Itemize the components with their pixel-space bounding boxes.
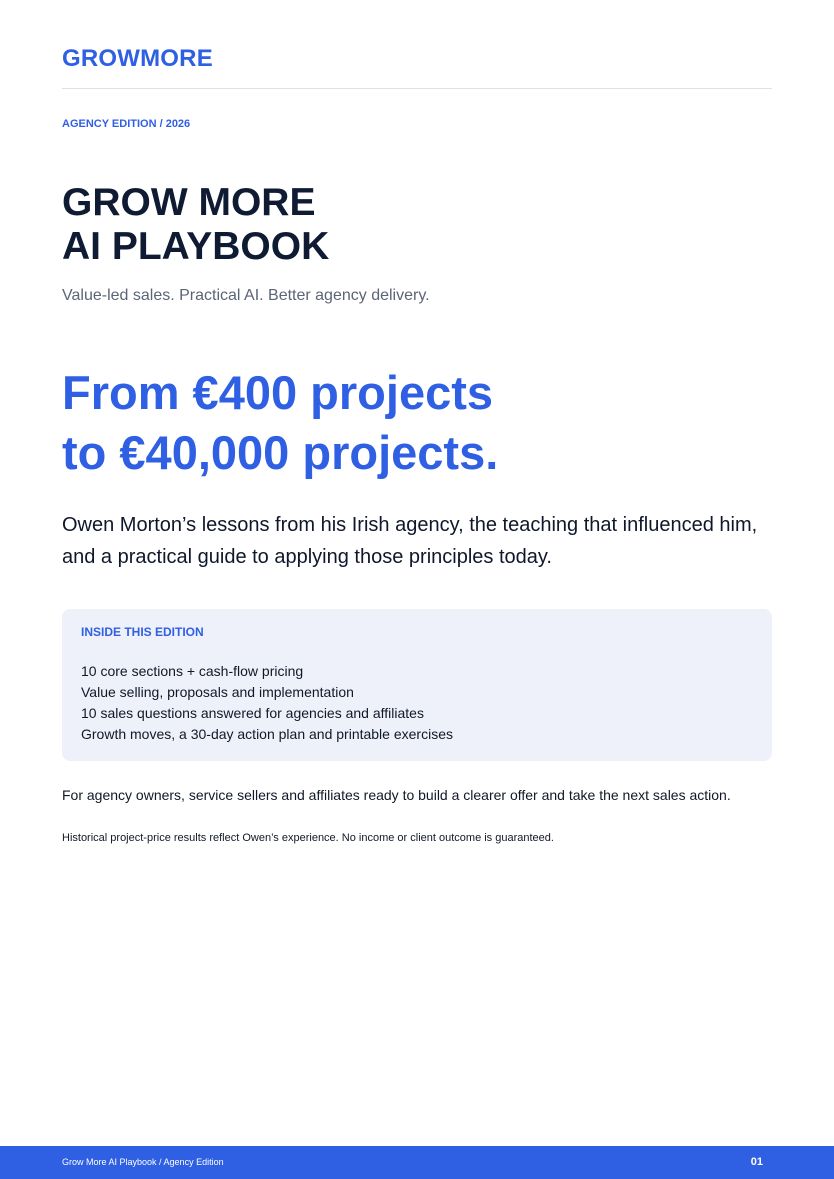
headline-line: to €40,000 projects.: [62, 426, 499, 479]
list-item: 10 core sections + cash-flow pricing: [81, 663, 304, 679]
inside-edition-panel: [62, 609, 772, 761]
headline: [62, 363, 498, 483]
inside-edition-list: [81, 661, 453, 745]
title-line: GROW MORE: [62, 181, 316, 224]
page-number: 01: [750, 1156, 763, 1168]
audience-statement: For agency owners, service sellers and affiliates ready to build a clearer offer and take the next sales action.: [62, 787, 731, 803]
disclaimer-note: Historical project-price results reflect Owen’s experience. No income or client outcome is guaranteed.: [62, 832, 554, 844]
brand-logo-text: GROWMORE: [62, 45, 213, 72]
headline-line: From €400 projects: [62, 366, 494, 419]
intro-paragraph: Owen Morton’s lessons from his Irish agency, the teaching that influenced him, and a practical guide to applying those principles today.: [62, 514, 758, 568]
edition-label: AGENCY EDITION / 2026: [62, 118, 191, 130]
inside-edition-heading: INSIDE THIS EDITION: [81, 625, 204, 639]
footer-title: Grow More AI Playbook / Agency Edition: [62, 1157, 224, 1167]
list-item: 10 sales questions answered for agencies and affiliates: [81, 705, 424, 721]
list-item: Value selling, proposals and implementation: [81, 684, 354, 700]
list-item: Growth moves, a 30-day action plan and printable exercises: [81, 726, 453, 742]
footer-bar: [0, 1146, 834, 1179]
header-divider: [62, 88, 772, 89]
page-title: [62, 181, 329, 269]
title-line: AI PLAYBOOK: [62, 225, 330, 268]
page-subtitle: Value-led sales. Practical AI. Better agency delivery.: [62, 287, 430, 304]
